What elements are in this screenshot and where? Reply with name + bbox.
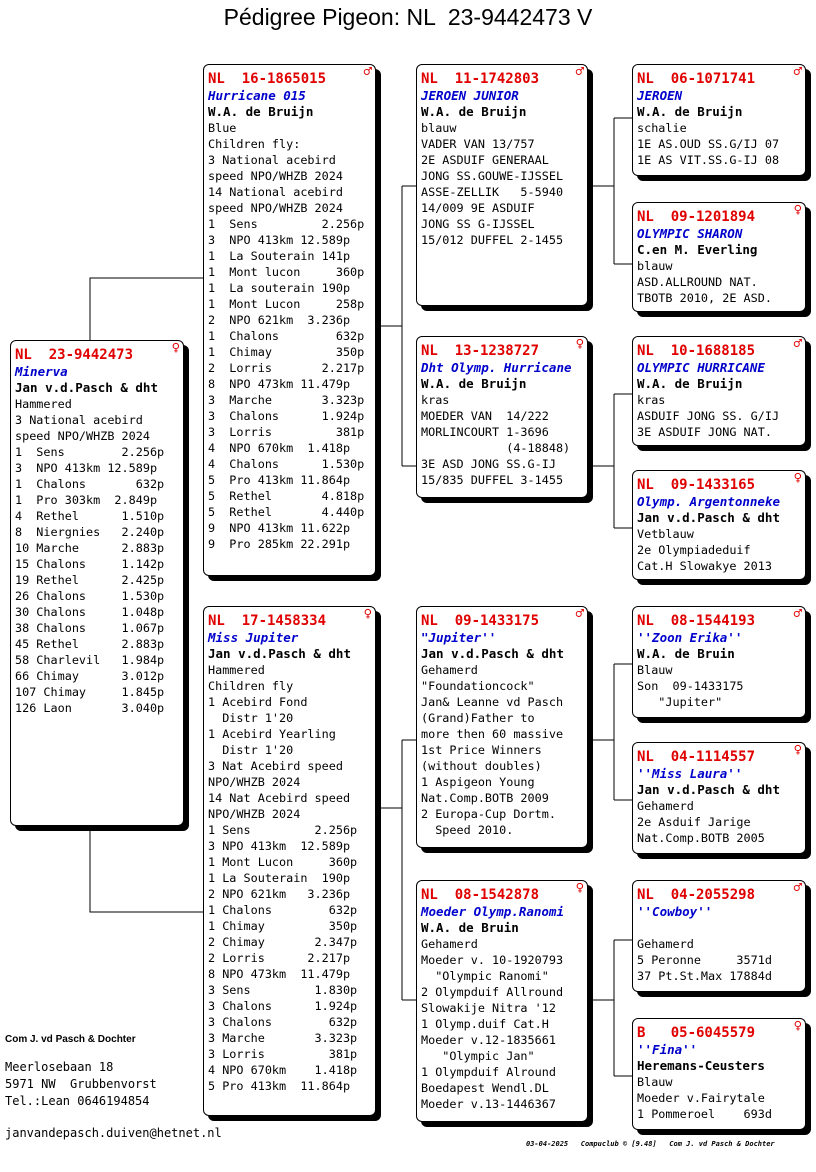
pigeon-detail-line: 3 National acebird xyxy=(208,153,336,167)
owner-address-line: Meerlosebaan 18 xyxy=(5,1060,114,1074)
breeder-name: W.A. de Bruin xyxy=(421,920,519,935)
pigeon-detail-line: 1 Aspigeon Young xyxy=(421,775,535,789)
breeder-name: W.A. de Bruijn xyxy=(637,104,743,119)
pigeon-detail-line: 5 Pro 413km 11.864p xyxy=(208,1079,351,1093)
pigeon-detail-line: 30 Chalons 1.048p xyxy=(15,605,165,619)
pigeon-detail-line: ASDUIF JONG SS. G/IJ xyxy=(637,409,780,423)
breeder-name: C.en M. Everling xyxy=(637,242,758,257)
pigeon-detail-line: 3 NPO 413km 12.589p xyxy=(15,461,158,475)
pigeon-detail-line: Distr 1'20 xyxy=(208,711,294,725)
pigeon-detail-line: Moeder v.12-1835661 xyxy=(421,1033,556,1047)
pigeon-detail-line: 15/012 DUFFEL 2-1455 xyxy=(421,233,564,247)
pigeon-detail-line: 1 Pro 303km 2.849p xyxy=(15,493,158,507)
pigeon-detail-line: Cat.H Slowakye 2013 xyxy=(637,559,772,573)
pigeon-detail-line: "Jupiter" xyxy=(637,695,723,709)
pigeon-detail-line: 3 Chalons 632p xyxy=(208,1015,358,1029)
pigeon-detail-line: Blauw xyxy=(637,1075,673,1089)
female-symbol-icon: ♀ xyxy=(793,202,802,218)
breeder-name: Jan v.d.Pasch & dht xyxy=(421,646,564,661)
pigeon-card-dsd xyxy=(632,742,806,854)
ring-number: NL 11-1742803 xyxy=(421,71,540,87)
pigeon-detail-line: 8 NPO 473km 11.479p xyxy=(208,967,351,981)
pigeon-detail-line: 1 Sens 2.256p xyxy=(208,217,365,231)
pigeon-detail-line: Boedapest Wendl.DL xyxy=(421,1081,549,1095)
male-symbol-icon: ♂ xyxy=(575,64,584,80)
male-symbol-icon: ♂ xyxy=(575,606,584,622)
pigeon-detail-line: NPO/WHZB 2024 xyxy=(208,775,301,789)
pigeon-detail-line: JONG SS G-IJSSEL xyxy=(421,217,535,231)
pigeon-detail-line: "Olympic Ranomi" xyxy=(421,969,549,983)
pigeon-detail-line: (4-18848) xyxy=(421,441,571,455)
pigeon-card-ds xyxy=(416,606,588,848)
pigeon-detail-line: 8 NPO 473km 11.479p xyxy=(208,377,351,391)
pigeon-detail-line: 3 NPO 413km 12.589p xyxy=(208,839,351,853)
pigeon-detail-line: 1E AS VIT.SS.G-IJ 08 xyxy=(637,153,780,167)
pigeon-detail-line: Moeder v.13-1446367 xyxy=(421,1097,556,1111)
pigeon-card-subject xyxy=(10,340,184,826)
female-symbol-icon: ♀ xyxy=(575,880,584,896)
pigeon-detail-line: 3 Marche 3.323p xyxy=(208,393,365,407)
male-symbol-icon: ♂ xyxy=(793,336,802,352)
pigeon-name: ''Fina'' xyxy=(637,1042,698,1057)
pigeon-card-ddd xyxy=(632,1018,806,1130)
pigeon-detail-line: 1 La souterain 190p xyxy=(208,281,351,295)
pigeon-detail-line: Nat.Comp.BOTB 2009 xyxy=(421,791,549,805)
pigeon-detail-line: NPO/WHZB 2024 xyxy=(208,807,301,821)
male-symbol-icon: ♂ xyxy=(793,880,802,896)
ring-number: NL 04-1114557 xyxy=(637,749,756,765)
pigeon-detail-line: 2 NPO 621km 3.236p xyxy=(208,887,351,901)
pigeon-detail-line: 5 Peronne 3571d xyxy=(637,953,772,967)
pigeon-detail-line: Blue xyxy=(208,121,237,135)
pigeon-detail-line: 2 Lorris 2.217p xyxy=(208,361,365,375)
pigeon-detail-line: Vetblauw xyxy=(637,527,694,541)
pigeon-detail-line: 2 Lorris 2.217p xyxy=(208,951,351,965)
pigeon-detail-line: Son 09-1433175 xyxy=(637,679,744,693)
female-symbol-icon: ♀ xyxy=(171,340,180,356)
male-symbol-icon: ♂ xyxy=(793,606,802,622)
pigeon-detail-line: 4 Rethel 1.510p xyxy=(15,509,165,523)
pigeon-detail-line: 3 Nat Acebird speed xyxy=(208,759,343,773)
pigeon-name: ''Miss Laura'' xyxy=(637,766,743,781)
pigeon-detail-line: 4 Chalons 1.530p xyxy=(208,457,365,471)
pigeon-name: OLYMPIC HURRICANE xyxy=(637,360,765,375)
ring-number: NL 10-1688185 xyxy=(637,343,756,359)
pigeon-detail-line: 10 Marche 2.883p xyxy=(15,541,165,555)
pigeon-detail-line: 58 Charlevil 1.984p xyxy=(15,653,165,667)
pigeon-detail-line: speed NPO/WHZB 2024 xyxy=(208,169,343,183)
breeder-name: W.A. de Bruin xyxy=(637,646,735,661)
breeder-name: W.A. de Bruijn xyxy=(421,376,527,391)
pigeon-detail-line: 5 Rethel 4.818p xyxy=(208,489,365,503)
pigeon-detail-line: 3 Lorris 381p xyxy=(208,1047,358,1061)
ring-number: NL 09-1433165 xyxy=(637,477,756,493)
ring-number: NL 16-1865015 xyxy=(208,71,327,87)
pigeon-detail-line: 1 Chalons 632p xyxy=(208,903,358,917)
pigeon-detail-line: 19 Rethel 2.425p xyxy=(15,573,165,587)
pigeon-detail-line: 4 NPO 670km 1.418p xyxy=(208,1063,358,1077)
pigeon-detail-line: 15 Chalons 1.142p xyxy=(15,557,165,571)
print-credits: 03-04-2025 Compuclub © [9.48] Com J. vd Pasch & Dochter xyxy=(526,1140,775,1148)
pigeon-detail-line: 1 Sens 2.256p xyxy=(15,445,165,459)
pigeon-name: JEROEN xyxy=(637,88,683,103)
owner-phone: Tel.:Lean 0646194854 xyxy=(5,1094,150,1108)
pigeon-card-dd xyxy=(416,880,588,1122)
pigeon-detail-line: 1 Sens 2.256p xyxy=(208,823,358,837)
pigeon-name: ''Cowboy'' xyxy=(637,904,713,919)
pigeon-detail-line: 2 NPO 621km 3.236p xyxy=(208,313,351,327)
pigeon-detail-line: 3 National acebird xyxy=(15,413,143,427)
pigeon-detail-line: speed NPO/WHZB 2024 xyxy=(208,201,343,215)
pigeon-detail-line: 2e Asduif Jarige xyxy=(637,815,751,829)
female-symbol-icon: ♀ xyxy=(363,606,372,622)
pigeon-detail-line: Children fly: xyxy=(208,137,301,151)
pigeon-detail-line: 1 Chimay 350p xyxy=(208,919,358,933)
ring-number: NL 08-1544193 xyxy=(637,613,756,629)
pigeon-detail-line: Gehamerd xyxy=(421,663,478,677)
pigeon-name: Moeder Olymp.Ranomi xyxy=(421,904,564,919)
pigeon-detail-line: 1 La Souterain 190p xyxy=(208,871,351,885)
pigeon-detail-line: 1 Acebird Fond xyxy=(208,695,308,709)
pigeon-detail-line: 9 Pro 285km 22.291p xyxy=(208,537,351,551)
pigeon-detail-line: 26 Chalons 1.530p xyxy=(15,589,165,603)
pigeon-detail-line: speed NPO/WHZB 2024 xyxy=(15,429,150,443)
ring-number: NL 17-1458334 xyxy=(208,613,327,629)
pigeon-detail-line: 3 Marche 3.323p xyxy=(208,1031,358,1045)
pigeon-detail-line: MOEDER VAN 14/222 xyxy=(421,409,549,423)
pigeon-detail-line: TBOTB 2010, 2E ASD. xyxy=(637,291,772,305)
breeder-name: Jan v.d.Pasch & dht xyxy=(208,646,351,661)
breeder-name: W.A. de Bruijn xyxy=(208,104,314,119)
pigeon-detail-line: Speed 2010. xyxy=(421,823,514,837)
pigeon-detail-line: 3 NPO 413km 12.589p xyxy=(208,233,351,247)
pigeon-detail-line: 1 Mont Lucon 258p xyxy=(208,297,365,311)
pigeon-detail-line: 126 Laon 3.040p xyxy=(15,701,165,715)
pigeon-detail-line: 37 Pt.St.Max 17884d xyxy=(637,969,772,983)
pigeon-detail-line: 1 Acebird Yearling xyxy=(208,727,336,741)
pigeon-name: JEROEN JUNIOR xyxy=(421,88,519,103)
pigeon-detail-line: 3 Sens 1.830p xyxy=(208,983,358,997)
pigeon-detail-line: 14/009 9E ASDUIF xyxy=(421,201,535,215)
pigeon-detail-line: 1 Mont lucon 360p xyxy=(208,265,365,279)
pigeon-detail-line: 1 Olymp.duif Cat.H xyxy=(421,1017,549,1031)
female-symbol-icon: ♀ xyxy=(575,336,584,352)
pigeon-detail-line: 66 Chimay 3.012p xyxy=(15,669,165,683)
pigeon-detail-line: VADER VAN 13/757 xyxy=(421,137,535,151)
pigeon-detail-line: kras xyxy=(637,393,666,407)
pigeon-detail-line: 3 Chalons 1.924p xyxy=(208,999,358,1013)
pigeon-card-sds xyxy=(632,336,806,446)
pigeon-detail-line: MORLINCOURT 1-3696 xyxy=(421,425,549,439)
ring-number: NL 06-1071741 xyxy=(637,71,756,87)
pigeon-card-ssd xyxy=(632,202,806,312)
pigeon-detail-line: Blauw xyxy=(637,663,673,677)
breeder-name: Jan v.d.Pasch & dht xyxy=(637,782,780,797)
ring-number: NL 13-1238727 xyxy=(421,343,540,359)
pigeon-card-ss xyxy=(416,64,588,306)
pigeon-detail-line: 1 Chimay 350p xyxy=(208,345,365,359)
pigeon-detail-line: blauw xyxy=(637,259,673,273)
pigeon-detail-line: Hammered xyxy=(15,397,72,411)
owner-name: Com J. vd Pasch & Dochter xyxy=(5,1034,136,1045)
pigeon-detail-line: 1 Pommeroel 693d xyxy=(637,1107,772,1121)
pigeon-detail-line: (Grand)Father to xyxy=(421,711,535,725)
pigeon-detail-line: Distr 1'20 xyxy=(208,743,294,757)
pigeon-detail-line: Nat.Comp.BOTB 2005 xyxy=(637,831,765,845)
pigeon-detail-line: Gehamerd xyxy=(421,937,478,951)
pigeon-card-sd xyxy=(416,336,588,498)
pigeon-detail-line: Moeder v. 10-1920793 xyxy=(421,953,564,967)
breeder-name: W.A. de Bruijn xyxy=(421,104,527,119)
pigeon-detail-line: 2 Olympduif Allround xyxy=(421,985,564,999)
pigeon-name: "Jupiter'' xyxy=(421,630,497,645)
pigeon-detail-line: 8 Niergnies 2.240p xyxy=(15,525,165,539)
pigeon-detail-line: 3 Chalons 1.924p xyxy=(208,409,365,423)
pigeon-name: Dht Olymp. Hurricane xyxy=(421,360,572,375)
pigeon-detail-line: 1 Mont Lucon 360p xyxy=(208,855,358,869)
pigeon-detail-line: 9 NPO 413km 11.622p xyxy=(208,521,351,535)
pigeon-detail-line: ASSE-ZELLIK 5-5940 xyxy=(421,185,564,199)
pigeon-detail-line: 14 Nat Acebird speed xyxy=(208,791,351,805)
pigeon-detail-line: blauw xyxy=(421,121,457,135)
breeder-name xyxy=(637,920,801,936)
female-symbol-icon: ♀ xyxy=(793,1018,802,1034)
pigeon-detail-line: 38 Chalons 1.067p xyxy=(15,621,165,635)
pigeon-detail-line: Gehamerd xyxy=(637,937,694,951)
pigeon-detail-line: Jan& Leanne vd Pasch xyxy=(421,695,564,709)
pigeon-detail-line: JONG SS.GOUWE-IJSSEL xyxy=(421,169,564,183)
pigeon-detail-line: 2 Europa-Cup Dortm. xyxy=(421,807,556,821)
pigeon-name: Hurricane 015 xyxy=(208,88,306,103)
pigeon-name: OLYMPIC SHARON xyxy=(637,226,743,241)
breeder-name: Jan v.d.Pasch & dht xyxy=(637,510,780,525)
ring-number: NL 23-9442473 xyxy=(15,347,134,363)
page-title: Pédigree Pigeon: NL 23-9442473 V xyxy=(223,4,593,30)
pigeon-detail-line: 1 Chalons 632p xyxy=(208,329,365,343)
pigeon-detail-line: Hammered xyxy=(208,663,265,677)
ring-number: B 05-6045579 xyxy=(637,1025,756,1041)
pigeon-detail-line: Children fly xyxy=(208,679,294,693)
pigeon-detail-line: Gehamerd xyxy=(637,799,694,813)
pigeon-detail-line: 2e Olympiadeduif xyxy=(637,543,751,557)
male-symbol-icon: ♂ xyxy=(363,64,372,80)
pigeon-card-sire xyxy=(203,64,376,576)
pigeon-card-dam xyxy=(203,606,376,1116)
male-symbol-icon: ♂ xyxy=(793,64,802,80)
pigeon-name: ''Zoon Erika'' xyxy=(637,630,743,645)
pigeon-detail-line: 45 Rethel 2.883p xyxy=(15,637,165,651)
pigeon-detail-line: schalie xyxy=(637,121,687,135)
pigeon-detail-line: 4 NPO 670km 1.418p xyxy=(208,441,351,455)
pigeon-card-dds xyxy=(632,880,806,992)
pigeon-detail-line: 1st Price Winners xyxy=(421,743,542,757)
pigeon-name: Miss Jupiter xyxy=(208,630,299,645)
ring-number: NL 09-1201894 xyxy=(637,209,756,225)
ring-number: NL 08-1542878 xyxy=(421,887,540,903)
owner-address-line: 5971 NW Grubbenvorst xyxy=(5,1077,157,1091)
pigeon-card-dss xyxy=(632,606,806,718)
pigeon-detail-line: "Olympic Jan" xyxy=(421,1049,535,1063)
pigeon-detail-line: 3E ASDUIF JONG NAT. xyxy=(637,425,772,439)
pigeon-detail-line: Slowakije Nitra '12 xyxy=(421,1001,556,1015)
owner-email: janvandepasch.duiven@hetnet.nl xyxy=(5,1126,222,1140)
pigeon-detail-line: 3 Lorris 381p xyxy=(208,425,365,439)
pigeon-card-sss xyxy=(632,64,806,176)
female-symbol-icon: ♀ xyxy=(793,470,802,486)
pigeon-detail-line: 1 Olympduif Alround xyxy=(421,1065,556,1079)
pigeon-detail-line: 2 Chimay 2.347p xyxy=(208,935,358,949)
pigeon-name: Olymp. Argentonneke xyxy=(637,494,780,509)
pigeon-detail-line: 107 Chimay 1.845p xyxy=(15,685,165,699)
pigeon-detail-line: more then 60 massive xyxy=(421,727,564,741)
pigeon-detail-line: kras xyxy=(421,393,450,407)
pigeon-detail-line: (without doubles) xyxy=(421,759,542,773)
pigeon-detail-line: "Foundationcock" xyxy=(421,679,535,693)
pigeon-detail-line: 15/835 DUFFEL 3-1455 xyxy=(421,473,564,487)
breeder-name: Jan v.d.Pasch & dht xyxy=(15,380,158,395)
pigeon-detail-line: 5 Rethel 4.440p xyxy=(208,505,365,519)
pigeon-detail-line: 3E ASD JONG SS.G-IJ xyxy=(421,457,556,471)
pigeon-detail-line: 2E ASDUIF GENERAAL xyxy=(421,153,549,167)
pigeon-detail-line: 1 La Souterain 141p xyxy=(208,249,351,263)
pigeon-detail-line: 14 National acebird xyxy=(208,185,343,199)
pigeon-detail-line: 1E AS.OUD SS.G/IJ 07 xyxy=(637,137,780,151)
pigeon-card-sdd xyxy=(632,470,806,580)
female-symbol-icon: ♀ xyxy=(793,742,802,758)
pigeon-name: Minerva xyxy=(15,364,68,379)
pigeon-detail-line: 1 Chalons 632p xyxy=(15,477,165,491)
pigeon-detail-line: Moeder v.Fairytale xyxy=(637,1091,765,1105)
ring-number: NL 09-1433175 xyxy=(421,613,540,629)
pigeon-detail-line: 5 Pro 413km 11.864p xyxy=(208,473,351,487)
ring-number: NL 04-2055298 xyxy=(637,887,756,903)
breeder-name: Heremans-Ceusters xyxy=(637,1058,765,1073)
breeder-name: W.A. de Bruijn xyxy=(637,376,743,391)
pigeon-detail-line: ASD.ALLROUND NAT. xyxy=(637,275,758,289)
